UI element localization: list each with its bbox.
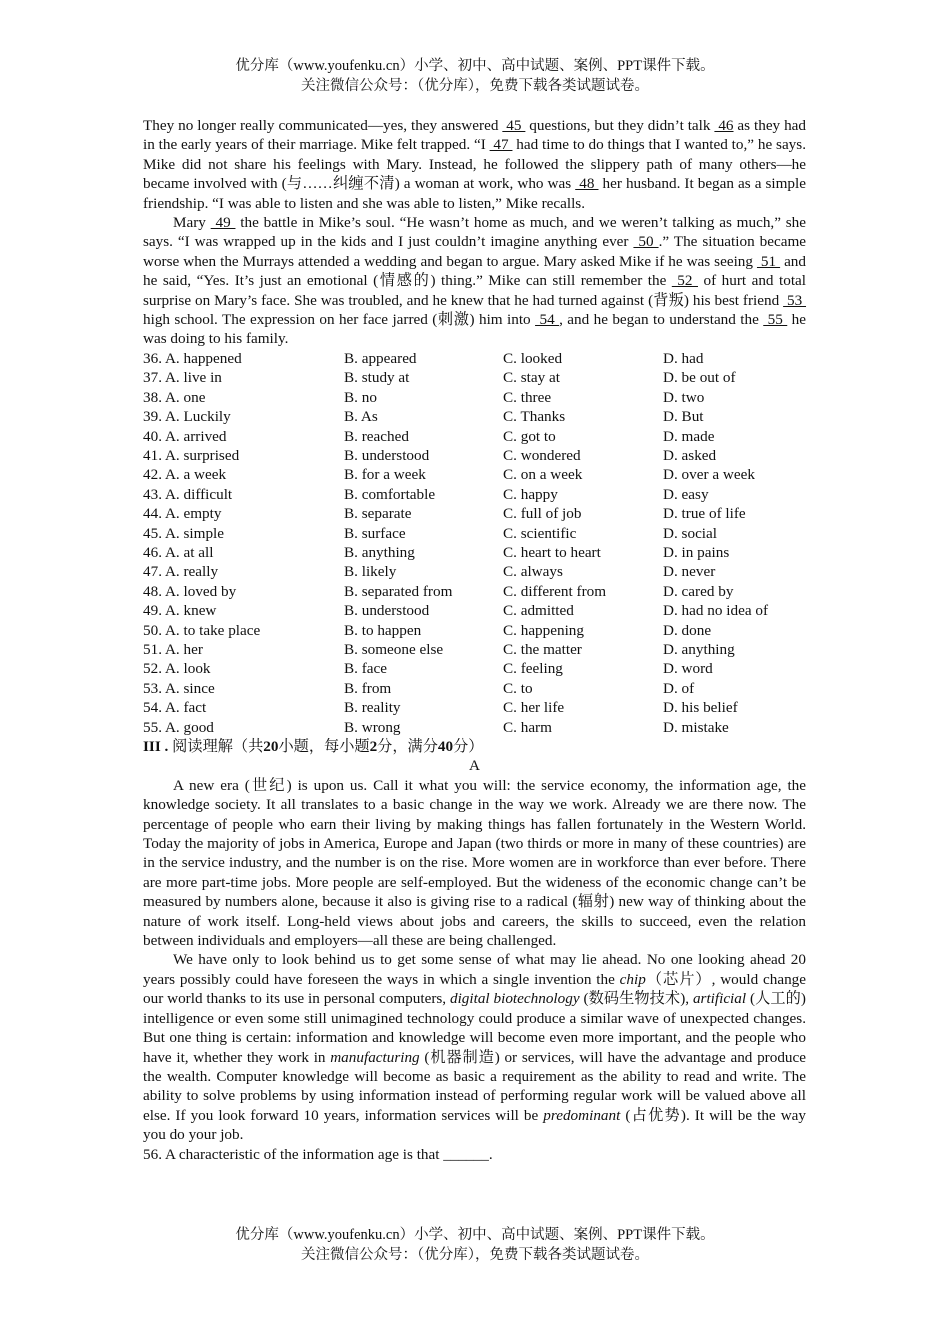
option-b: B. As — [344, 408, 378, 426]
text: Mary — [173, 214, 211, 232]
text: (数码生物技术), — [579, 990, 693, 1008]
reading-paragraph-2 — [143, 950, 806, 1144]
option-a: 52. A. look — [143, 660, 211, 678]
option-row — [143, 582, 806, 601]
document-body — [143, 116, 806, 1164]
option-b: B. study at — [344, 369, 410, 387]
blank-49: 49 — [210, 214, 236, 232]
option-c: C. feeling — [503, 660, 563, 678]
passage-label: A — [469, 757, 480, 775]
option-d: D. had no idea of — [663, 602, 769, 620]
text: , and he began to understand the — [559, 311, 764, 329]
option-a: 40. A. arrived — [143, 427, 227, 445]
option-b: B. separated from — [344, 582, 453, 600]
option-d: D. done — [663, 621, 712, 639]
text: high school. The expression on her face jarred (刺激) him into — [143, 311, 536, 329]
blank-55: 55 — [763, 311, 788, 329]
text: 阅读理解（共 — [172, 738, 264, 755]
option-b: B. reality — [344, 699, 401, 717]
text: 分） — [453, 738, 484, 755]
option-b: B. no — [344, 388, 377, 406]
option-row — [143, 621, 806, 640]
header-line-2: 关注微信公众号：（优分库），免费下载各类试题试卷。 — [301, 77, 649, 94]
blank-45: 45 — [502, 117, 526, 134]
option-d: D. asked — [663, 446, 717, 464]
option-c: C. her life — [503, 699, 565, 717]
option-a: 49. A. knew — [143, 602, 217, 620]
option-b: B. understood — [344, 602, 430, 620]
option-d: D. made — [663, 427, 715, 445]
option-row — [143, 718, 806, 737]
option-row — [143, 349, 806, 368]
option-b: B. for a week — [344, 466, 426, 484]
option-row — [143, 698, 806, 717]
footer-line-2: 关注微信公众号：（优分库），免费下载各类试题试卷。 — [301, 1246, 649, 1263]
option-b: B. appeared — [344, 349, 417, 367]
option-d: D. had — [663, 349, 704, 367]
option-row — [143, 388, 806, 407]
option-row — [143, 465, 806, 484]
option-c: C. heart to heart — [503, 543, 601, 561]
option-d: D. cared by — [663, 582, 734, 600]
option-a: 39. A. Luckily — [143, 408, 231, 426]
option-a: 47. A. really — [143, 563, 219, 581]
option-d: D. never — [663, 563, 716, 581]
option-d: D. in pains — [663, 543, 730, 561]
option-b: B. anything — [344, 543, 415, 561]
reading-paragraph-1: A new era (世纪) is upon us. Call it what you will: the service economy, the information age, the knowledge society. It all translates to a basic change in the way we work. Already we are there now. The percentage of people who earn their living by making things has fallen fortunately in the Western World. Today the majority of jobs in America, Europe and Japan (two thirds or more in many of these countries) are in the service industry, and the number is on the rise. More women are in workforce than ever before. There are more part-time jobs. More people are self-employed. But the wideness of the economic change can’t be measured by numbers alone, because it also is giving rise to a radical (辐射) new way of thinking about the nature of work itself. Long-held views about jobs and careers, the skills to succeed, even the relation between individuals and employers—all these are being challenged. — [143, 776, 806, 950]
blank-47: 47 — [489, 136, 513, 154]
option-d: D. of — [663, 679, 695, 697]
option-b: B. someone else — [344, 640, 444, 658]
option-a: 41. A. surprised — [143, 446, 240, 464]
option-row — [143, 679, 806, 698]
text: had time to do things that I wanted to,” he says. Mike did not share his feelings with Mary. Instead, he followed the slippery path of many others—he became involved with (与……纠缠不清) a woman at work, who was — [143, 136, 806, 193]
blank-46: 46 — [714, 117, 734, 134]
blank-52: 52 — [671, 272, 698, 290]
header-line-1: 优分库（www.youfenku.cn）小学、初中、高中试题、案例、PPT课件下载。 — [235, 58, 715, 74]
option-a: 46. A. at all — [143, 543, 214, 561]
cloze-paragraph-1 — [143, 116, 806, 213]
option-d: D. true of life — [663, 505, 746, 523]
options-list — [143, 349, 806, 737]
text: (机器制造) or services, will have the advantage and produce the wealth. Computer knowledge will become as basic a requirement as the ability to read and write. The ability to solve problems by using information instead of performing regular work will be valued above all else. If you look forward 10 years, information services will be — [143, 1048, 806, 1124]
option-d: D. be out of — [663, 369, 736, 387]
option-a: 50. A. to take place — [143, 621, 261, 639]
option-b: B. reached — [344, 427, 409, 445]
option-a: 55. A. good — [143, 718, 214, 736]
italic-term: artificial — [692, 990, 747, 1008]
option-a: 38. A. one — [143, 388, 206, 406]
option-c: C. stay at — [503, 369, 560, 387]
text: We have only to look behind us to get some sense of what may lie ahead. No one looking ahead 20 years possibly could have foreseen the ways in which a single invention the — [143, 951, 806, 988]
text: .” The situation became worse when the Murrays attended a wedding and began to argue. Mary asked Mike if he was seeing — [143, 233, 807, 270]
option-row — [143, 659, 806, 678]
option-b: B. from — [344, 679, 392, 697]
option-row — [143, 543, 806, 562]
option-c: C. Thanks — [503, 408, 566, 426]
question-56: 56. A characteristic of the information age is that ______. — [143, 1145, 493, 1163]
option-d: D. over a week — [663, 466, 755, 484]
option-b: B. understood — [344, 446, 430, 464]
italic-term: predominant — [543, 1106, 621, 1124]
option-c: C. happy — [503, 485, 558, 503]
italic-term: manufacturing — [330, 1048, 420, 1066]
option-a: 36. A. happened — [143, 349, 242, 367]
option-row — [143, 504, 806, 523]
option-c: C. happening — [503, 621, 584, 639]
option-b: B. separate — [344, 505, 412, 523]
option-c: C. full of job — [503, 505, 582, 523]
text: （芯片）, would change our world thanks to its use in personal computers, — [143, 970, 806, 1008]
option-row — [143, 446, 806, 465]
option-a: 45. A. simple — [143, 524, 225, 542]
option-d: D. social — [663, 524, 717, 542]
option-row — [143, 407, 806, 426]
text: her husband. It began as a simple friendship. “I was able to listen and she was able to listen,” Mike recalls. — [143, 175, 806, 212]
blank-48: 48 — [575, 175, 599, 193]
option-a: 44. A. empty — [143, 505, 222, 523]
option-c: C. different from — [503, 582, 607, 600]
option-c: C. three — [503, 388, 552, 406]
section-heading — [143, 737, 806, 756]
blank-50: 50 — [633, 233, 659, 251]
option-c: C. the matter — [503, 640, 582, 658]
text: he was doing to his family. — [143, 311, 806, 348]
option-d: D. But — [663, 408, 704, 426]
option-a: 48. A. loved by — [143, 582, 237, 600]
option-d: D. anything — [663, 640, 735, 658]
option-row — [143, 368, 806, 387]
italic-term: digital biotechnology — [449, 990, 580, 1008]
text: of hurt and total surprise on Mary’s face. She was troubled, and he knew that he had turned against (背叛) his best friend — [143, 272, 807, 309]
text: 分，满分 — [377, 738, 438, 755]
points-each: 2 — [369, 738, 378, 755]
footer-line-1: 优分库（www.youfenku.cn）小学、初中、高中试题、案例、PPT课件下载。 — [235, 1227, 715, 1243]
text: 小题，每小题 — [278, 738, 370, 755]
option-row — [143, 524, 806, 543]
text: questions, but they didn’t talk — [525, 117, 715, 134]
option-c: C. always — [503, 563, 563, 581]
option-b: B. to happen — [344, 621, 422, 639]
option-c: C. got to — [503, 427, 556, 445]
option-a: 43. A. difficult — [143, 485, 233, 503]
text: the battle in Mike’s soul. “He wasn’t home as much, and we weren’t talking as much,” she says. “I was wrapped up in the kids and I just couldn’t imagine anything ever — [143, 214, 806, 251]
question-count: 20 — [263, 738, 279, 755]
option-a: 51. A. her — [143, 640, 203, 658]
option-b: B. face — [344, 660, 388, 678]
option-d: D. easy — [663, 485, 709, 503]
blank-54: 54 — [535, 311, 560, 329]
option-row — [143, 601, 806, 620]
blank-51: 51 — [756, 252, 781, 270]
option-b: B. likely — [344, 563, 397, 581]
option-c: C. on a week — [503, 466, 583, 484]
option-b: B. surface — [344, 524, 406, 542]
option-a: 42. A. a week — [143, 466, 227, 484]
option-c: C. to — [503, 679, 533, 697]
cloze-paragraph-2 — [143, 213, 806, 349]
option-a: 37. A. live in — [143, 369, 222, 387]
points-total: 40 — [437, 738, 454, 755]
page-footer — [0, 1226, 950, 1265]
option-c: C. harm — [503, 718, 552, 736]
text: (占优势). It will be the way you do your job. — [143, 1106, 806, 1144]
text: (人工的) intelligence or even some still unimagined technology could produce a similar wave of unexpected changes. But one thing is certain: information and knowledge will become even more important, and the people who have it, whether they work in — [143, 990, 806, 1066]
option-row — [143, 427, 806, 446]
page-header — [0, 57, 950, 96]
option-b: B. wrong — [344, 718, 401, 736]
text: and he said, “Yes. It’s just an emotional (情感的) thing.” Mike can still remember the — [143, 252, 806, 290]
option-a: 54. A. fact — [143, 699, 207, 717]
option-c: C. admitted — [503, 602, 574, 620]
option-d: D. his belief — [663, 699, 738, 717]
option-d: D. two — [663, 388, 705, 406]
option-d: D. word — [663, 660, 713, 678]
option-c: C. looked — [503, 349, 563, 367]
text: They no longer really communicated—yes, they answered — [143, 117, 503, 134]
italic-term: chip — [619, 970, 646, 988]
option-d: D. mistake — [663, 718, 729, 736]
option-row — [143, 562, 806, 581]
option-row — [143, 640, 806, 659]
option-b: B. comfortable — [344, 485, 436, 503]
option-c: C. scientific — [503, 524, 577, 542]
section-number: III . — [143, 738, 173, 755]
option-a: 53. A. since — [143, 679, 215, 697]
option-row — [143, 485, 806, 504]
blank-53: 53 — [783, 291, 807, 309]
text: as they had in the early years of their marriage. Mike felt trapped. “I — [143, 117, 807, 154]
option-c: C. wondered — [503, 446, 581, 464]
